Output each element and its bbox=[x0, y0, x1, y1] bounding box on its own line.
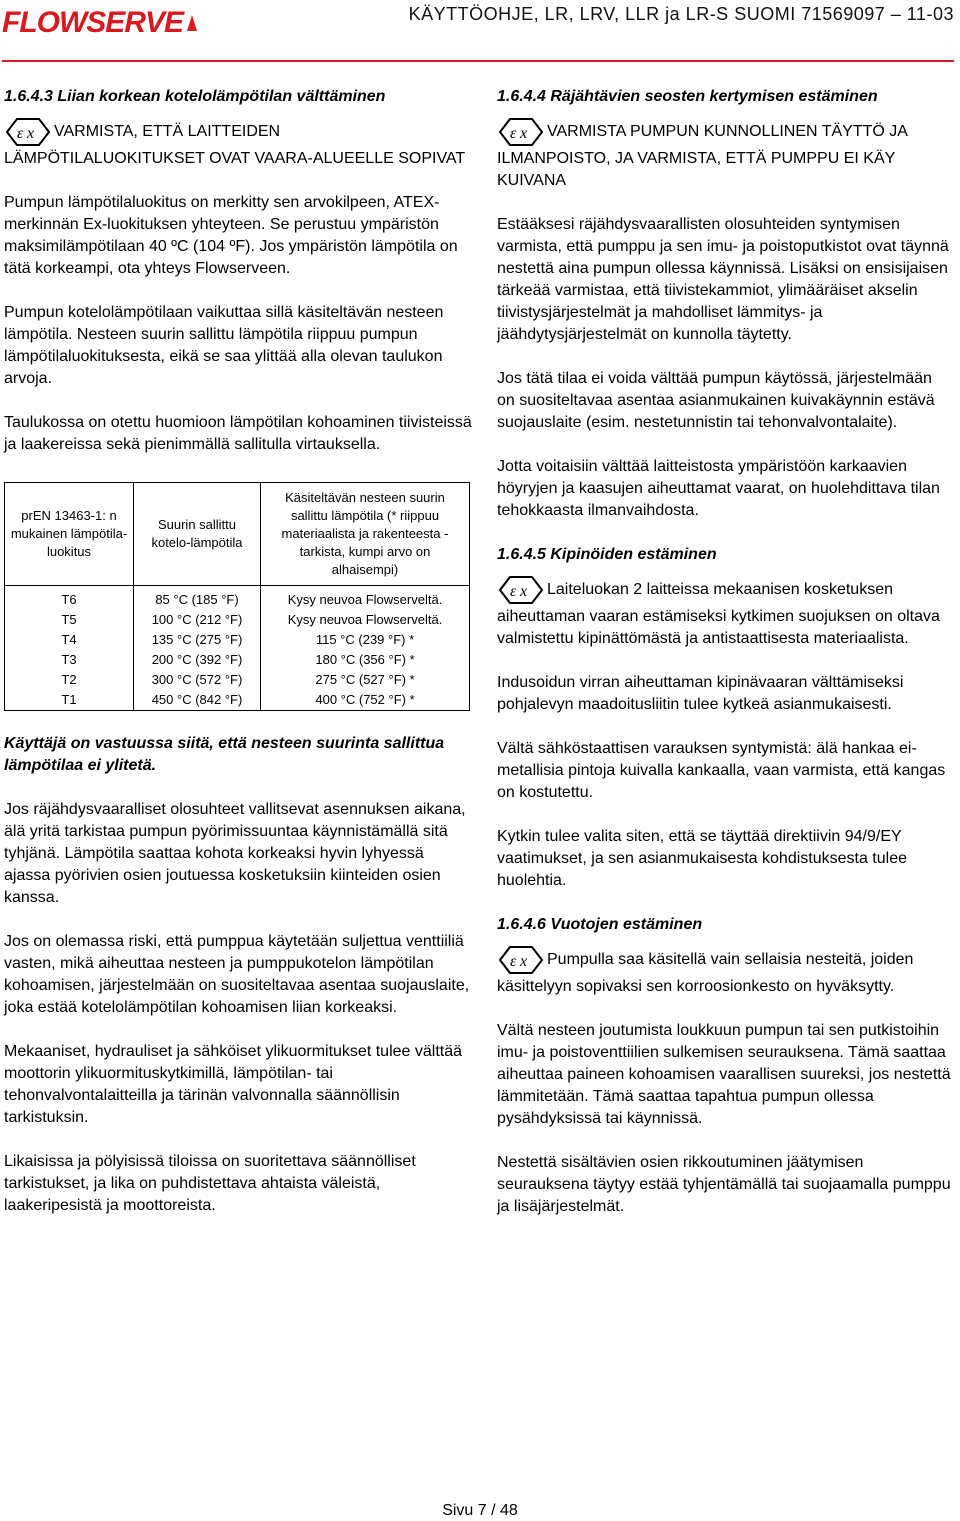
table-cell: 115 °C (239 °F) * bbox=[261, 630, 470, 650]
section-heading-1644: 1.6.4.4 Räjähtävien seosten kertymisen estäminen bbox=[497, 88, 878, 105]
paragraph: Jos tätä tilaa ei voida välttää pumpun käytössä, järjestelmään on suositeltavaa asentaa asianmukainen kuivakäynnin estävä suojauslaite (esim. nestetunnistin tai tehonvalvontalaite). bbox=[497, 370, 935, 431]
ex-icon bbox=[497, 574, 545, 606]
right-column bbox=[497, 86, 952, 1218]
table-cell: 85 °C (185 °F) bbox=[134, 586, 261, 611]
ex-warning bbox=[497, 944, 952, 998]
ex-icon bbox=[497, 116, 545, 148]
paragraph: Nestettä sisältävien osien rikkoutuminen jäätymisen seurauksena täytyy estää tyhjentämällä tai suojaamalla pumppu ja lisäjärjestelmät. bbox=[497, 1154, 951, 1215]
paragraph: Likaisissa ja pölyisissä tiloissa on suoritettava säännölliset tarkistukset, ja lika on puhdistettava ahtaista väleistä, laakeripesistä ja moottoreista. bbox=[4, 1153, 416, 1214]
table-cell: T1 bbox=[5, 690, 134, 711]
svg-text:x: x bbox=[520, 583, 528, 600]
warning-text: Pumpulla saa käsitellä vain sellaisia nesteitä, joiden käsittelyyn sopivaksi sen korroosionkesto on hyväksytty. bbox=[497, 951, 914, 995]
table-cell: T3 bbox=[5, 650, 134, 670]
table-cell: T5 bbox=[5, 610, 134, 630]
paragraph: Jotta voitaisiin välttää laitteistosta ympäristöön karkaavien höyryjen ja kaasujen aiheuttamat vaarat, on huolehdittava tilan tehokkaasta ilmanvaihdosta. bbox=[497, 458, 940, 519]
svg-text:ε: ε bbox=[17, 125, 24, 142]
temperature-table bbox=[4, 482, 470, 711]
svg-text:x: x bbox=[27, 125, 35, 142]
paragraph: Jos on olemassa riski, että pumppua käytetään suljettua venttiiliä vasten, mikä aiheuttaa nesteen ja pumppukotelon lämpötilan kohoamisen, järjestelmään on suositeltavaa asentaa suojauslaite, joka estää kotelolämpötilan kohoamisen liian korkeaksi. bbox=[4, 933, 470, 1016]
table-row bbox=[5, 610, 470, 630]
paragraph: Taulukossa on otettu huomioon lämpötilan kohoaminen tiivisteissä ja laakereissa sekä pienimmällä sallitulla virtauksella. bbox=[4, 414, 472, 453]
svg-text:ε: ε bbox=[510, 953, 517, 970]
table-cell: Kysy neuvoa Flowserveltä. bbox=[261, 610, 470, 630]
table-header: Käsiteltävän nesteen suurin sallittu lämpötila (* riippuu materiaalista ja rakenteesta - tarkista, kumpi arvo on alhaisempi) bbox=[261, 483, 470, 586]
paragraph: Kytkin tulee valita siten, että se täyttää direktiivin 94/9/EY vaatimukset, ja sen asianmukaisesta kohdistuksesta tulee huolehtia. bbox=[497, 828, 907, 889]
table-cell: 135 °C (275 °F) bbox=[134, 630, 261, 650]
table-cell: T4 bbox=[5, 630, 134, 650]
section-heading-1646: 1.6.4.6 Vuotojen estäminen bbox=[497, 916, 703, 933]
paragraph: Pumpun lämpötilaluokitus on merkitty sen arvokilpeen, ATEX-merkinnän Ex-luokituksen yhteyteen. Se perustuu ympäristön maksimilämpötilaan 40 ºC (104 ºF). Jos ympäristön lämpötila on tätä korkeampi, ota yhteys Flowserveen. bbox=[4, 194, 458, 277]
table-cell: 300 °C (572 °F) bbox=[134, 670, 261, 690]
table-cell: 100 °C (212 °F) bbox=[134, 610, 261, 630]
table-cell: 200 °C (392 °F) bbox=[134, 650, 261, 670]
paragraph: Vältä sähköstaattisen varauksen syntymistä: älä hankaa ei-metallisia pintoja kuivalla kankaalla, vaan varmista, että kangas on kostutettu. bbox=[497, 740, 946, 801]
section-heading-1645: 1.6.4.5 Kipinöiden estäminen bbox=[497, 546, 717, 563]
header-divider bbox=[2, 60, 954, 62]
table-cell: 450 °C (842 °F) bbox=[134, 690, 261, 711]
table-cell: 180 °C (356 °F) * bbox=[261, 650, 470, 670]
table-cell: T6 bbox=[5, 586, 134, 611]
table-row bbox=[5, 630, 470, 650]
ex-warning bbox=[497, 116, 952, 192]
table-row bbox=[5, 650, 470, 670]
paragraph: Jos räjähdysvaaralliset olosuhteet vallitsevat asennuksen aikana, älä yritä tarkistaa pumpun pyörimissuuntaa käynnistämällä sitä tyhjänä. Lämpötila saattaa kohota korkeaksi hyvin lyhyessä ajassa pyörivien osien joutuessa kosketuksiin kiinteiden osien kanssa. bbox=[4, 801, 466, 906]
document-header-title: KÄYTTÖOHJE, LR, LRV, LLR ja LR-S SUOMI 71569097 – 11-03 bbox=[408, 4, 954, 24]
flowserve-logo bbox=[2, 6, 199, 40]
ex-icon bbox=[497, 944, 545, 976]
responsibility-note: Käyttäjä on vastuussa siitä, että nesteen suurinta sallittua lämpötilaa ei ylitetä. bbox=[4, 735, 445, 774]
ex-warning bbox=[497, 574, 952, 650]
paragraph: Estääksesi räjähdysvaarallisten olosuhteiden syntymisen varmista, että pumppu ja sen imu- ja poistoputkistot ovat täynnä nestettä aina pumpun ollessa käynnissä. Lisäksi on ensisijaisen tärkeää varmistaa, että tiivistekammiot, ylimääräiset akselin tiivistysjärjestelmät ja mahdolliset lämmitys- ja jäähdytysjärjestelmät on kunnolla täytetty. bbox=[497, 216, 949, 343]
table-cell: 400 °C (752 °F) * bbox=[261, 690, 470, 711]
warning-text: Laiteluokan 2 laitteissa mekaanisen kosketuksen aiheuttaman vaaran estämiseksi kytkimen suojuksen on oltava valmistettu kipinättömästä ja antistaattisesta materiaalista. bbox=[497, 581, 940, 647]
svg-text:ε: ε bbox=[510, 583, 517, 600]
flowserve-mark-icon bbox=[185, 13, 199, 33]
paragraph: Pumpun kotelolämpötilaan vaikuttaa sillä käsiteltävän nesteen lämpötila. Nesteen suurin sallittu lämpötila riippuu pumpun lämpötilaluokituksesta, eikä se saa ylittää alla olevan taulukon arvoja. bbox=[4, 304, 444, 387]
table-cell: Kysy neuvoa Flowserveltä. bbox=[261, 586, 470, 611]
section-heading-1643: 1.6.4.3 Liian korkean kotelolämpötilan välttäminen bbox=[4, 88, 386, 105]
paragraph: Indusoidun virran aiheuttaman kipinävaaran välttämiseksi pohjalevyn maadoitusliitin tulee kytkeä asianmukaisesti. bbox=[497, 674, 904, 713]
brand-name: FLOWSERVE bbox=[2, 6, 184, 39]
page-number: Sivu 7 / 48 bbox=[442, 1502, 518, 1519]
svg-text:ε: ε bbox=[510, 125, 517, 142]
table-row bbox=[5, 690, 470, 711]
svg-text:x: x bbox=[520, 125, 528, 142]
table-header: Suurin sallittu kotelo-lämpötila bbox=[134, 483, 261, 586]
table-row bbox=[5, 670, 470, 690]
table-cell: 275 °C (527 °F) * bbox=[261, 670, 470, 690]
warning-text: VARMISTA PUMPUN KUNNOLLINEN TÄYTTÖ JA ILMANPOISTO, JA VARMISTA, ETTÄ PUMPPU EI KÄY KUIVANA bbox=[497, 123, 908, 189]
table-cell: T2 bbox=[5, 670, 134, 690]
table-row bbox=[5, 586, 470, 611]
paragraph: Vältä nesteen joutumista loukkuun pumpun tai sen putkistoihin imu- ja poistoventtiilien sulkemisen seurauksena. Tämä saattaa aiheuttaa paineen kohoamisen vaarallisen suureksi, jos nestettä lämmitetään. Tämä saattaa tapahtua pumpun ollessa pysähdyksissä tai käynnissä. bbox=[497, 1022, 951, 1127]
ex-warning bbox=[4, 116, 474, 170]
left-column bbox=[4, 86, 474, 1217]
paragraph: Mekaaniset, hydrauliset ja sähköiset ylikuormitukset tulee välttää moottorin ylikuormituskytkimillä, lämpötilan- tai tehonvalvontalaitteilla ja tärinän valvonnalla säännöllisin tarkistuksin. bbox=[4, 1043, 462, 1126]
svg-text:x: x bbox=[520, 953, 528, 970]
ex-icon bbox=[4, 116, 52, 148]
warning-text: VARMISTA, ETTÄ LAITTEIDEN LÄMPÖTILALUOKITUKSET OVAT VAARA-ALUEELLE SOPIVAT bbox=[4, 123, 466, 167]
table-header: prEN 13463-1: n mukainen lämpötila-luokitus bbox=[5, 483, 134, 586]
